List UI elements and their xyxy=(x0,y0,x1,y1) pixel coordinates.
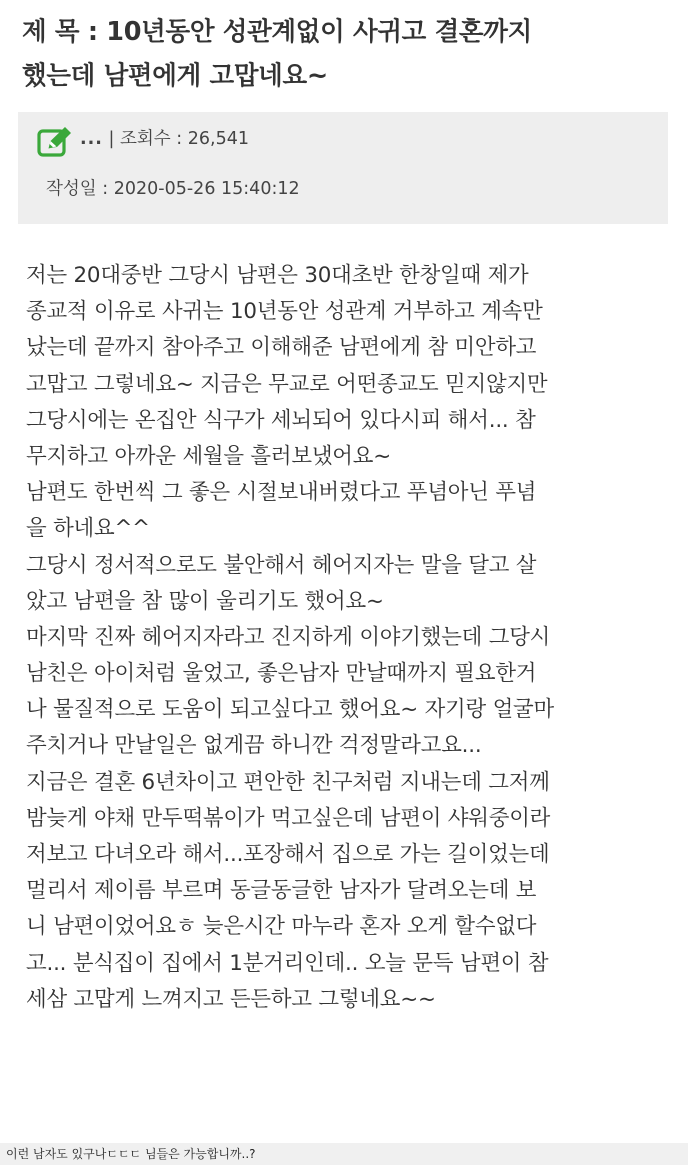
author-name[interactable]: ... xyxy=(80,129,103,149)
post-body-line: 저보고 다녀오라 해서...포장해서 집으로 가는 길이었는데 xyxy=(26,842,550,867)
post-body-line: 주치거나 만날일은 없게끔 하니깐 걱정말라고요... xyxy=(26,733,482,759)
post-body-line: 마지막 진짜 헤어지자라고 진지하게 이야기했는데 그당시 xyxy=(26,624,551,650)
meta-separator: | xyxy=(102,129,120,149)
post-body-line: 고... 분식집이 집에서 1분거리인데.. 오늘 문득 남편이 참 xyxy=(26,950,549,976)
post-title xyxy=(22,10,672,98)
post-date: 2020-05-26 15:40:12 xyxy=(113,179,300,199)
views-count: 26,541 xyxy=(187,129,249,149)
post-body-line: 무지하고 아까운 세월을 흘러보냈어요~ xyxy=(26,443,391,469)
post-body-line: 니 남편이었어요ㅎ 늦은시간 마누라 혼자 오게 할수없다 xyxy=(26,914,537,940)
post-body-line: 나 물질적으로 도움이 되고싶다고 했어요~ 자기랑 얼굴마 xyxy=(26,697,554,723)
image-caption: 이런 남자도 있구나ㄷㄷㄷ 님들은 가능합니까..? xyxy=(6,1147,256,1161)
post-body-line: 남편도 한번씩 그 좋은 시절보내버렸다고 푸념아닌 푸념 xyxy=(26,480,537,506)
post-body-line: 세삼 고맙게 느껴지고 든든하고 그렇네요~~ xyxy=(26,986,436,1012)
post-body-line: 멀리서 제이름 부르며 동글동글한 남자가 달려오는데 보 xyxy=(26,878,537,904)
post-body-line: 고맙고 그렇네요~ 지금은 무교로 어떤종교도 믿지않지만 xyxy=(26,371,548,397)
post-body-line: 았고 남편을 참 많이 울리기도 했어요~ xyxy=(26,588,384,614)
date-label: 작성일 : xyxy=(46,179,114,199)
post-body-line: 났는데 끝까지 참아주고 이해해준 남편에게 참 미안하고 xyxy=(26,335,537,361)
edit-icon xyxy=(37,126,73,158)
post-body-line: 남친은 아이처럼 울었고, 좋은남자 만날때까지 필요한거 xyxy=(26,661,537,687)
post-body-line: 그당시 정서적으로도 불안해서 헤어지자는 말을 달고 살 xyxy=(26,552,537,578)
post-body xyxy=(26,258,686,1018)
post-title-line: 제 목 : 10년동안 성관계없이 사귀고 결혼까지 xyxy=(22,17,532,47)
post-meta-box xyxy=(18,112,668,224)
post-meta-author-views xyxy=(80,126,249,152)
post-title-line: 했는데 남편에게 고맙네요~ xyxy=(22,61,328,91)
post-meta-date xyxy=(46,176,300,202)
post-body-line: 그당시에는 온집안 식구가 세뇌되어 있다시피 해서... 참 xyxy=(26,407,536,433)
views-label: 조회수 : xyxy=(119,129,188,149)
post-body-line: 저는 20대중반 그당시 남편은 30대초반 한창일때 제가 xyxy=(26,263,529,288)
post-body-line: 을 하네요^^ xyxy=(26,516,150,542)
post-body-line: 지금은 결혼 6년차이고 편안한 친구처럼 지내는데 그저께 xyxy=(26,769,550,795)
post-body-line: 종교적 이유로 사귀는 10년동안 성관계 거부하고 계속만 xyxy=(26,299,543,325)
post-body-line: 밤늦게 야채 만두떡볶이가 먹고싶은데 남편이 샤워중이라 xyxy=(26,805,551,831)
